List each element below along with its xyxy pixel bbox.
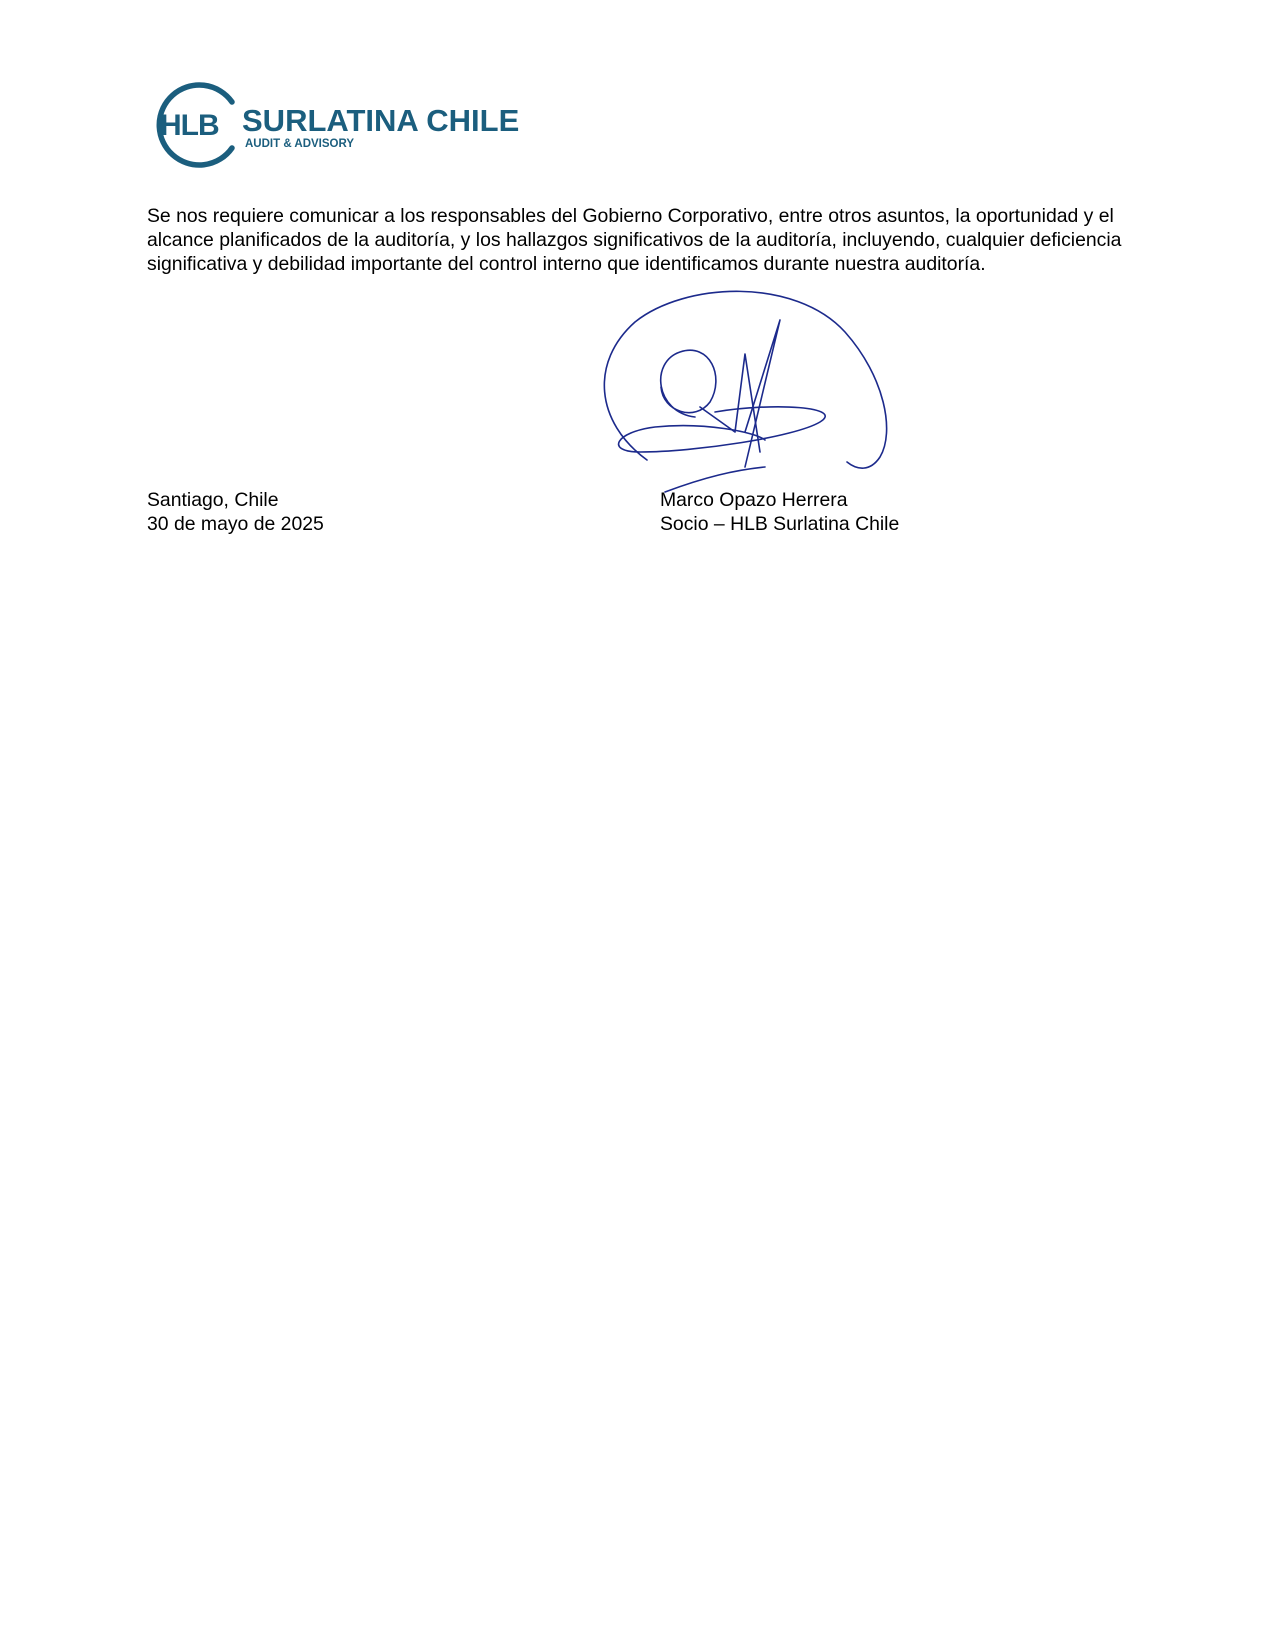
logo-tagline-text: AUDIT & ADVISORY	[245, 138, 355, 150]
signatory-name: Marco Opazo Herrera	[660, 489, 848, 511]
logo-name-text: SURLATINA CHILE	[242, 103, 520, 138]
place-date-block	[147, 488, 324, 536]
signatory-title: Socio – HLB Surlatina Chile	[660, 513, 900, 535]
logo-mark-text: HLB	[160, 109, 219, 142]
date-text: 30 de mayo de 2025	[147, 513, 324, 535]
signatory-block	[660, 488, 899, 536]
company-logo	[150, 80, 570, 170]
handwritten-signature	[595, 282, 915, 497]
city-text: Santiago, Chile	[147, 489, 279, 511]
body-paragraph: Se nos requiere comunicar a los responsables del Gobierno Corporativo, entre otros asuntos, la oportunidad y el alcance planificados de la auditoría, y los hallazgos significativos de la auditoría, incluyendo, cualquier deficiencia significativa y debilidad importante del control interno que identificamos durante nuestra auditoría.	[147, 205, 1122, 275]
